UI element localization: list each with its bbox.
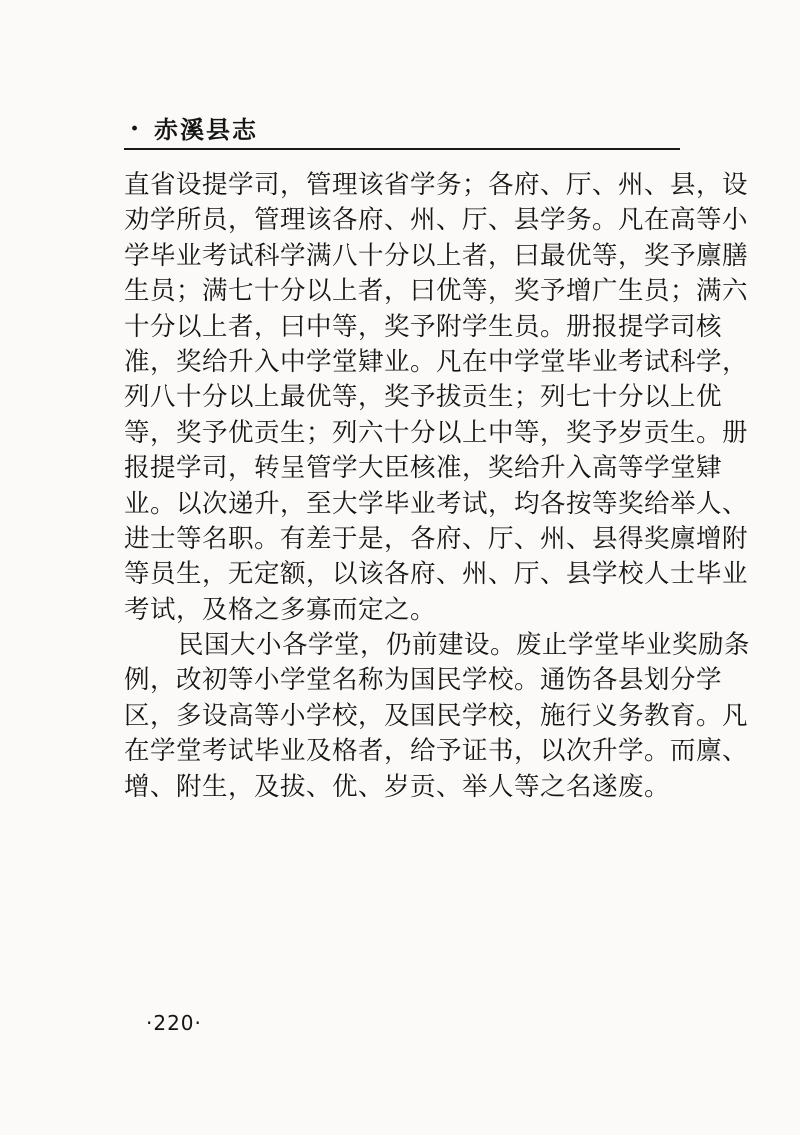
page-number: ·220· xyxy=(146,1011,202,1035)
text-line: 增、附生，及拔、优、岁贡、举人等之名遂废。 xyxy=(124,771,671,802)
text-line: 业。以次递升，至大学毕业考试，均各按等奖给举人、 xyxy=(124,488,749,519)
text-line: 直省设提学司，管理该省学务；各府、厅、州、县，设 xyxy=(124,170,749,200)
header-bullet: · xyxy=(130,114,140,144)
text-line: 报提学司，转呈管学大臣核准，奖给升入高等学堂肄 xyxy=(124,453,723,484)
text-line: 区，多设高等小学校，及国民学校，施行义务教育。凡 xyxy=(124,700,749,731)
text-line: 进士等名职。有差于是，各府、厅、州、县得奖廪增附 xyxy=(124,523,749,554)
body-text xyxy=(124,168,751,805)
text-line: 列八十分以上最优等，奖予拔贡生；列七十分以上优 xyxy=(124,382,723,413)
text-line: 劝学所员，管理该各府、州、厅、县学务。凡在高等小 xyxy=(124,205,749,236)
text-line: 等，奖予优贡生；列六十分以上中等，奖予岁贡生。册 xyxy=(124,417,749,448)
paragraph-start-line: 民国大小各学堂，仍前建设。废止学堂毕业奖励条 xyxy=(178,630,751,661)
text-line: 学毕业考试科学满八十分以上者，曰最优等，奖予廪膳 xyxy=(124,240,749,271)
text-line: 十分以上者，曰中等，奖予附学生员。册报提学司核 xyxy=(124,311,723,342)
text-line: 等员生，无定额，以该各府、州、厅、县学校人士毕业 xyxy=(124,559,749,590)
text-line: 生员；满七十分以上者，曰优等，奖予增广生员；满六 xyxy=(124,276,749,307)
running-header xyxy=(124,108,680,150)
text-line: 准，奖给升入中学堂肄业。凡在中学堂毕业考试科学， xyxy=(124,346,749,377)
book-title: 赤溪县志 xyxy=(154,116,258,144)
text-line: 考试，及格之多寡而定之。 xyxy=(124,594,437,625)
text-line: 例，改初等小学堂名称为国民学校。通饬各县划分学 xyxy=(124,665,723,696)
text-line: 在学堂考试毕业及格者，给予证书，以次升学。而廪、 xyxy=(124,736,749,767)
